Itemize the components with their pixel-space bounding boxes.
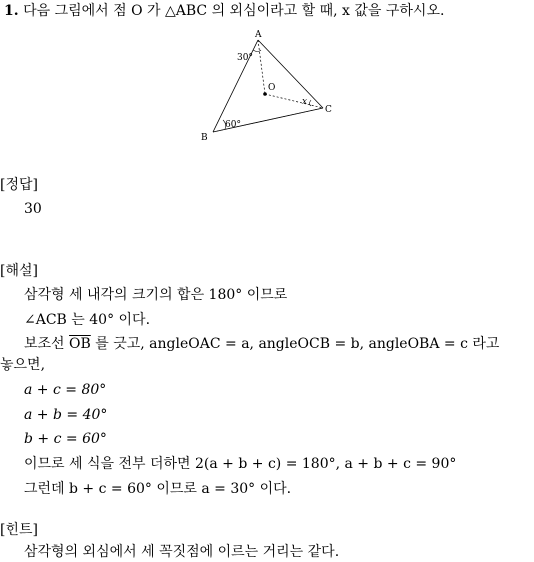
vertex-label-b: B bbox=[201, 133, 208, 143]
equation-3: b + c = 60° bbox=[24, 431, 107, 447]
triangle-figure bbox=[195, 28, 345, 150]
vertex-label-c: C bbox=[325, 105, 332, 115]
problem-number: 1. bbox=[4, 3, 19, 19]
explanation-line-3b: 를 긋고, angleOAC = a, angleOCB = b, angleOBA = c 라고 bbox=[95, 336, 500, 352]
explanation-heading: [해설] bbox=[0, 263, 38, 279]
segment-oc bbox=[265, 94, 323, 108]
explanation-line-3 bbox=[24, 335, 499, 353]
answer-value: 30 bbox=[24, 201, 42, 217]
center-label-o: O bbox=[268, 83, 276, 93]
explanation-line-5: 이므로 세 식을 전부 더하면 2(a + b + c) = 180°, a + b + c = 90° bbox=[24, 456, 457, 472]
angle-arc-c bbox=[310, 100, 312, 106]
circumcenter-point bbox=[263, 92, 267, 96]
answer-heading: [정답] bbox=[0, 177, 38, 193]
explanation-line-6: 그런데 b + c = 60° 이므로 a = 30° 이다. bbox=[24, 481, 292, 497]
hint-text: 삼각형의 외심에서 세 꼭짓점에 이르는 거리는 같다. bbox=[24, 544, 340, 560]
angle-label-b: 60° bbox=[225, 120, 241, 130]
equation-2: a + b = 40° bbox=[24, 407, 108, 423]
problem-statement bbox=[4, 2, 444, 20]
explanation-line-2: ∠ACB 는 40° 이다. bbox=[24, 312, 151, 328]
angle-label-a: 30° bbox=[237, 53, 253, 63]
side-ac bbox=[258, 40, 323, 108]
vertex-label-a: A bbox=[255, 30, 262, 40]
angle-label-x: x bbox=[302, 97, 308, 107]
explanation-line-3a: 보조선 bbox=[24, 336, 65, 352]
segment-ob: $\overline{OB}$ bbox=[69, 336, 91, 352]
problem-text: 다음 그림에서 점 O 가 △ABC 의 외심이라고 할 때, x 값을 구하시오. bbox=[23, 3, 445, 19]
explanation-line-4: 놓으면, bbox=[0, 357, 46, 373]
segment-ao bbox=[258, 40, 265, 94]
equation-1: a + c = 80° bbox=[24, 382, 107, 398]
hint-heading: [힌트] bbox=[0, 522, 38, 538]
explanation-line-1: 삼각형 세 내각의 크기의 합은 180° 이므로 bbox=[24, 287, 288, 303]
angle-arc-a bbox=[253, 50, 261, 52]
